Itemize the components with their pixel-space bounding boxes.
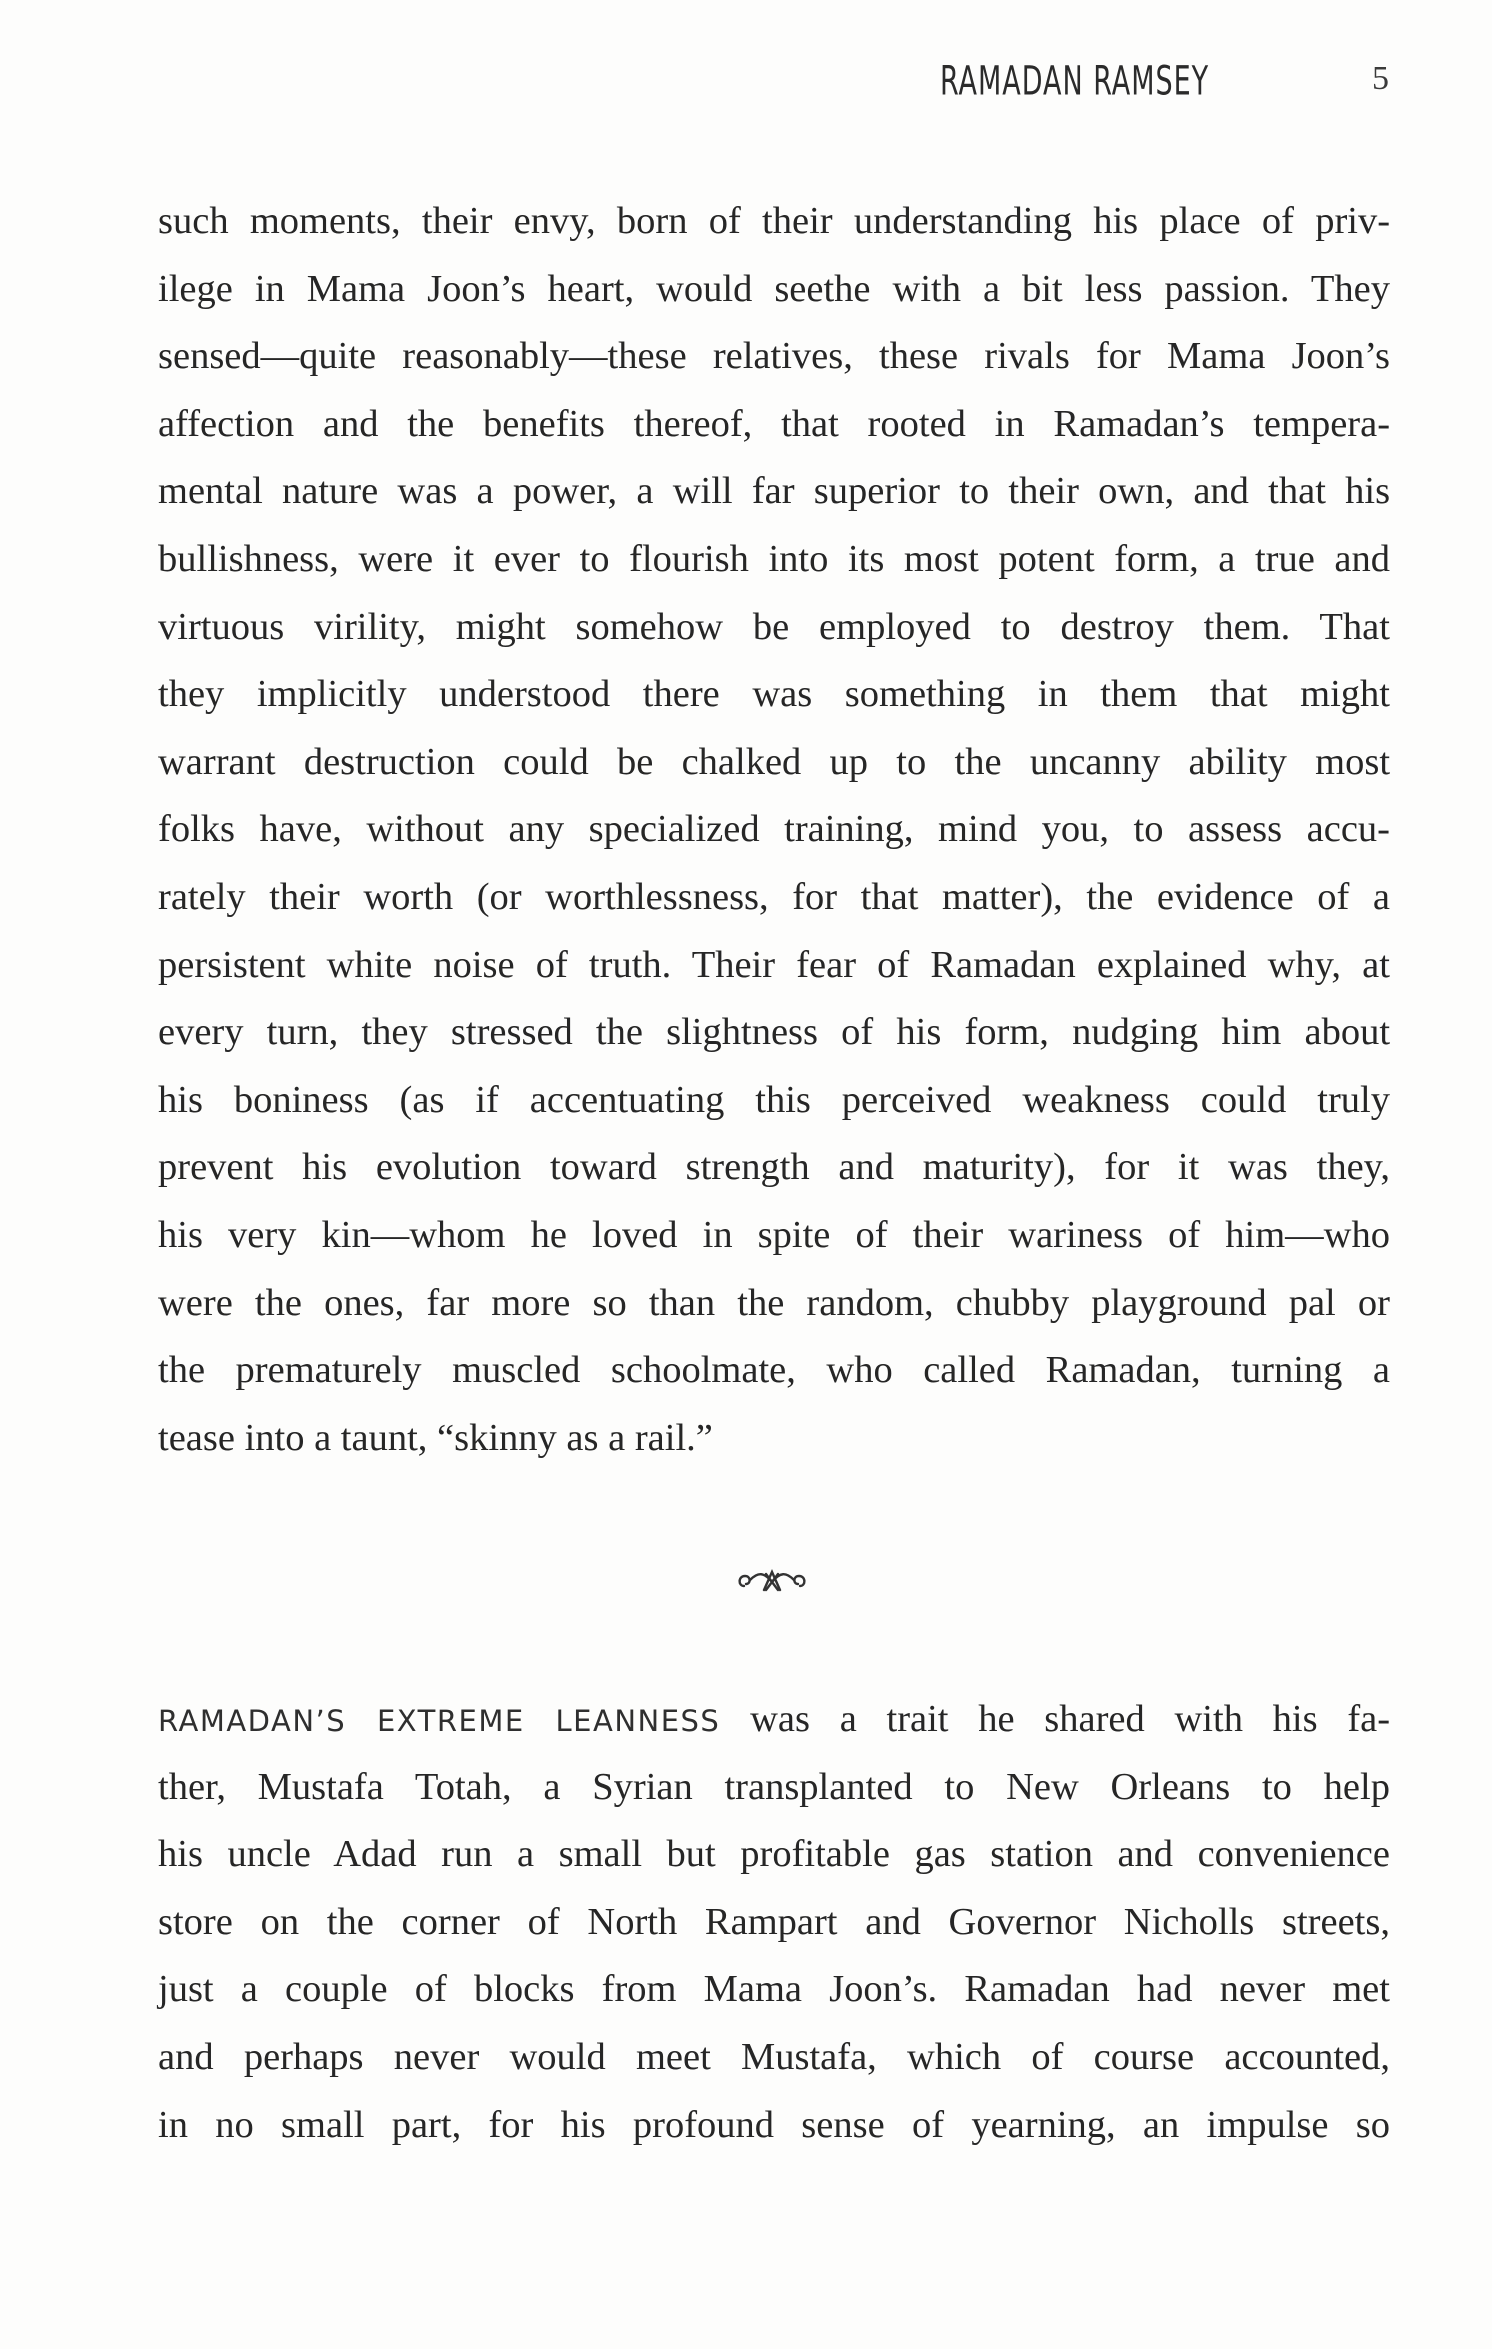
- text-line: affection and the benefits thereof, that rooted in Ramadan’s tempera-: [158, 402, 1391, 445]
- text-line: and perhaps never would meet Mustafa, which of course accounted,: [158, 2035, 1391, 2078]
- text-line: persistent white noise of truth. Their fear of Ramadan explained why, at: [158, 943, 1390, 986]
- paragraph-2: [158, 1686, 1390, 2159]
- text-line: his uncle Adad run a small but profitable gas station and convenience: [158, 1833, 1390, 1876]
- text-line: store on the corner of North Rampart and Governor Nicholls streets,: [158, 1900, 1390, 1943]
- text-line: tease into a taunt, “skinny as a rail.”: [158, 1416, 713, 1459]
- paragraph-1: [158, 188, 1390, 1472]
- text-line: such moments, their envy, born of their understanding his place of priv-: [158, 200, 1391, 242]
- text-line: warrant destruction could be chalked up to the uncanny ability most: [158, 740, 1391, 783]
- text-line: were the ones, far more so than the random, chubby playground pal or: [158, 1281, 1390, 1324]
- text-line: his boniness (as if accentuating this perceived weakness could truly: [158, 1078, 1390, 1121]
- text-line: sensed—quite reasonably—these relatives, these rivals for Mama Joon’s: [158, 335, 1390, 378]
- text-line: rately their worth (or worthlessness, for that matter), the evidence of a: [158, 875, 1391, 918]
- fleuron-ornament-icon: [736, 1560, 808, 1600]
- text-line: they implicitly understood there was something in them that might: [158, 673, 1390, 716]
- text-line: [158, 1686, 1390, 1754]
- text-line: virtuous virility, might somehow be employed to destroy them. That: [158, 605, 1390, 648]
- text-line: prevent his evolution toward strength and maturity), for it was they,: [158, 1146, 1391, 1189]
- first-line-rest: was a trait he shared with his fa-: [750, 1698, 1391, 1740]
- text-line: in no small part, for his profound sense of yearning, an impulse so: [158, 2103, 1390, 2146]
- text-line: the prematurely muscled schoolmate, who called Ramadan, turning a: [158, 1349, 1391, 1392]
- text-line: folks have, without any specialized training, mind you, to assess accu-: [158, 808, 1390, 851]
- running-head: RAMADAN RAMSEY: [940, 58, 1210, 106]
- lead-in-smallcaps: RAMADAN’S EXTREME LEANNESS: [158, 1704, 721, 1738]
- text-line: ther, Mustafa Totah, a Syrian transplanted to New Orleans to help: [158, 1765, 1390, 1808]
- text-line: bullishness, were it ever to flourish into its most potent form, a true and: [158, 537, 1391, 580]
- text-line: just a couple of blocks from Mama Joon’s. Ramadan had never met: [158, 1968, 1390, 2011]
- text-line: ilege in Mama Joon’s heart, would seethe with a bit less passion. They: [158, 267, 1390, 310]
- text-line: his very kin—whom he loved in spite of their wariness of him—who: [158, 1213, 1390, 1256]
- page-number: 5: [1372, 60, 1389, 97]
- text-line: every turn, they stressed the slightness of his form, nudging him about: [158, 1011, 1391, 1054]
- text-line: mental nature was a power, a will far superior to their own, and that his: [158, 470, 1391, 513]
